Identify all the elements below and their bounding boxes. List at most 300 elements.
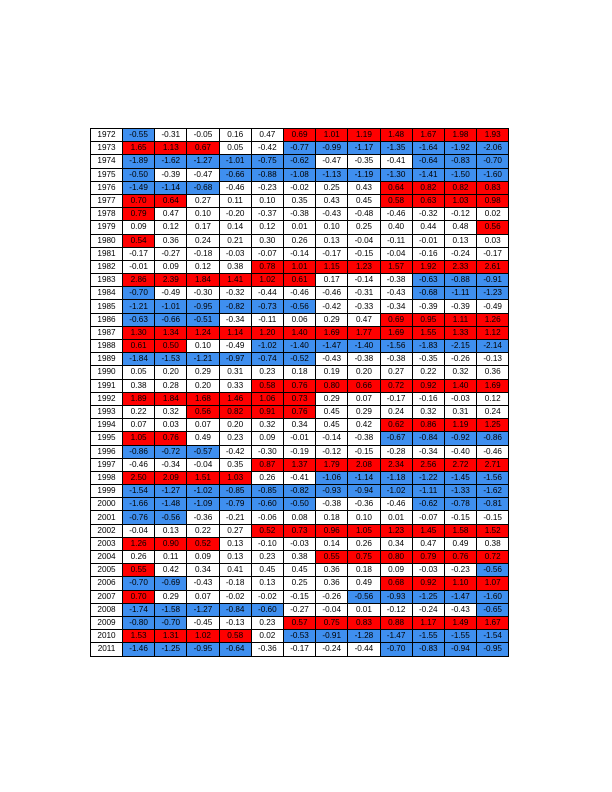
value-cell: 0.09 bbox=[155, 260, 187, 273]
value-cell: -0.30 bbox=[251, 445, 283, 458]
value-cell: 0.02 bbox=[477, 208, 509, 221]
value-cell: 1.93 bbox=[477, 129, 509, 142]
value-cell: -0.65 bbox=[477, 603, 509, 616]
value-cell: 0.11 bbox=[219, 194, 251, 207]
year-cell: 1983 bbox=[91, 274, 123, 287]
table-row bbox=[91, 498, 509, 511]
value-cell: -0.76 bbox=[123, 511, 155, 524]
value-cell: 1.68 bbox=[187, 392, 219, 405]
value-cell: -0.38 bbox=[348, 353, 380, 366]
value-cell: 2.39 bbox=[155, 274, 187, 287]
value-cell: 0.98 bbox=[477, 194, 509, 207]
value-cell: -0.53 bbox=[283, 630, 315, 643]
year-cell: 1990 bbox=[91, 366, 123, 379]
table-row bbox=[91, 142, 509, 155]
year-cell: 1972 bbox=[91, 129, 123, 142]
value-cell: -1.47 bbox=[316, 340, 348, 353]
value-cell: 0.76 bbox=[283, 379, 315, 392]
value-cell: 0.33 bbox=[219, 379, 251, 392]
value-cell: 0.42 bbox=[348, 419, 380, 432]
value-cell: -0.33 bbox=[348, 300, 380, 313]
value-cell: 1.26 bbox=[477, 313, 509, 326]
value-cell: 0.38 bbox=[123, 379, 155, 392]
value-cell: 1.77 bbox=[348, 326, 380, 339]
year-cell: 1984 bbox=[91, 287, 123, 300]
year-cell: 1991 bbox=[91, 379, 123, 392]
value-cell: 1.84 bbox=[155, 392, 187, 405]
value-cell: -1.83 bbox=[412, 340, 444, 353]
value-cell: -0.91 bbox=[316, 630, 348, 643]
value-cell: 1.11 bbox=[444, 313, 476, 326]
value-cell: -0.94 bbox=[348, 485, 380, 498]
value-cell: -0.36 bbox=[251, 643, 283, 656]
value-cell: 1.69 bbox=[316, 326, 348, 339]
value-cell: 0.36 bbox=[477, 366, 509, 379]
value-cell: -0.43 bbox=[316, 353, 348, 366]
value-cell: 1.53 bbox=[123, 630, 155, 643]
value-cell: 0.08 bbox=[283, 511, 315, 524]
value-cell: -1.02 bbox=[187, 485, 219, 498]
value-cell: -0.37 bbox=[251, 208, 283, 221]
value-cell: 0.43 bbox=[316, 194, 348, 207]
table-row bbox=[91, 485, 509, 498]
year-cell: 1975 bbox=[91, 168, 123, 181]
table-row bbox=[91, 340, 509, 353]
year-cell: 1986 bbox=[91, 313, 123, 326]
value-cell: -1.17 bbox=[348, 142, 380, 155]
year-cell: 1980 bbox=[91, 234, 123, 247]
value-cell: 0.34 bbox=[187, 564, 219, 577]
value-cell: 0.26 bbox=[123, 551, 155, 564]
value-cell: -1.47 bbox=[444, 590, 476, 603]
value-cell: 1.23 bbox=[380, 524, 412, 537]
value-cell: -1.11 bbox=[412, 485, 444, 498]
value-cell: 1.45 bbox=[412, 524, 444, 537]
value-cell: 1.33 bbox=[444, 326, 476, 339]
value-cell: -0.66 bbox=[155, 313, 187, 326]
value-cell: 0.05 bbox=[123, 366, 155, 379]
value-cell: 0.82 bbox=[412, 181, 444, 194]
value-cell: 0.24 bbox=[187, 234, 219, 247]
table-row bbox=[91, 313, 509, 326]
value-cell: 0.54 bbox=[123, 234, 155, 247]
value-cell: -1.41 bbox=[412, 168, 444, 181]
value-cell: -0.97 bbox=[219, 353, 251, 366]
value-cell: 0.36 bbox=[316, 577, 348, 590]
value-cell: 0.45 bbox=[316, 405, 348, 418]
value-cell: -0.17 bbox=[283, 643, 315, 656]
year-cell: 1974 bbox=[91, 155, 123, 168]
value-cell: -0.86 bbox=[477, 432, 509, 445]
value-cell: -0.46 bbox=[283, 287, 315, 300]
table-row bbox=[91, 287, 509, 300]
value-cell: -0.50 bbox=[283, 498, 315, 511]
value-cell: -1.46 bbox=[123, 643, 155, 656]
value-cell: 1.48 bbox=[380, 129, 412, 142]
value-cell: 1.14 bbox=[219, 326, 251, 339]
value-cell: -0.74 bbox=[251, 353, 283, 366]
value-cell: -0.12 bbox=[444, 208, 476, 221]
table-row bbox=[91, 458, 509, 471]
table-row bbox=[91, 630, 509, 643]
value-cell: -0.21 bbox=[219, 511, 251, 524]
value-cell: 1.46 bbox=[219, 392, 251, 405]
table-row bbox=[91, 181, 509, 194]
value-cell: 0.09 bbox=[123, 221, 155, 234]
value-cell: 0.58 bbox=[251, 379, 283, 392]
value-cell: 0.72 bbox=[380, 379, 412, 392]
year-cell: 1982 bbox=[91, 260, 123, 273]
value-cell: 0.13 bbox=[444, 234, 476, 247]
table-row bbox=[91, 432, 509, 445]
value-cell: 1.41 bbox=[219, 274, 251, 287]
value-cell: 0.83 bbox=[348, 616, 380, 629]
value-cell: 0.45 bbox=[251, 564, 283, 577]
value-cell: -0.70 bbox=[477, 155, 509, 168]
year-cell: 2010 bbox=[91, 630, 123, 643]
value-cell: -0.38 bbox=[316, 498, 348, 511]
value-cell: -0.16 bbox=[412, 247, 444, 260]
value-cell: 0.91 bbox=[251, 405, 283, 418]
value-cell: -0.70 bbox=[380, 643, 412, 656]
value-cell: -0.01 bbox=[123, 260, 155, 273]
value-cell: -1.01 bbox=[219, 155, 251, 168]
value-cell: -1.58 bbox=[155, 603, 187, 616]
value-cell: 0.24 bbox=[380, 405, 412, 418]
value-cell: 0.18 bbox=[316, 511, 348, 524]
value-cell: 0.38 bbox=[477, 537, 509, 550]
value-cell: 0.24 bbox=[477, 405, 509, 418]
value-cell: 1.49 bbox=[444, 616, 476, 629]
value-cell: -0.45 bbox=[187, 616, 219, 629]
table-row bbox=[91, 155, 509, 168]
index-table bbox=[90, 128, 509, 657]
value-cell: -1.27 bbox=[187, 155, 219, 168]
value-cell: -0.40 bbox=[444, 445, 476, 458]
value-cell: -0.70 bbox=[155, 616, 187, 629]
value-cell: 0.34 bbox=[283, 419, 315, 432]
value-cell: 0.95 bbox=[412, 313, 444, 326]
value-cell: 0.48 bbox=[444, 221, 476, 234]
value-cell: -0.48 bbox=[348, 208, 380, 221]
value-cell: -1.66 bbox=[123, 498, 155, 511]
value-cell: 2.09 bbox=[155, 471, 187, 484]
value-cell: -1.47 bbox=[380, 630, 412, 643]
value-cell: 0.76 bbox=[155, 432, 187, 445]
value-cell: -0.43 bbox=[444, 603, 476, 616]
value-cell: 0.06 bbox=[283, 313, 315, 326]
value-cell: -0.03 bbox=[219, 247, 251, 260]
year-cell: 1976 bbox=[91, 181, 123, 194]
value-cell: 1.24 bbox=[187, 326, 219, 339]
table-row bbox=[91, 564, 509, 577]
value-cell: 0.16 bbox=[219, 129, 251, 142]
value-cell: -1.55 bbox=[444, 630, 476, 643]
year-cell: 1993 bbox=[91, 405, 123, 418]
value-cell: 0.20 bbox=[187, 379, 219, 392]
value-cell: 0.25 bbox=[316, 181, 348, 194]
value-cell: -1.55 bbox=[412, 630, 444, 643]
value-cell: 1.98 bbox=[444, 129, 476, 142]
year-cell: 1987 bbox=[91, 326, 123, 339]
year-cell: 1973 bbox=[91, 142, 123, 155]
value-cell: 1.69 bbox=[477, 379, 509, 392]
value-cell: -1.06 bbox=[316, 471, 348, 484]
value-cell: -0.66 bbox=[219, 168, 251, 181]
value-cell: -0.56 bbox=[348, 590, 380, 603]
value-cell: -1.13 bbox=[316, 168, 348, 181]
value-cell: 0.13 bbox=[219, 537, 251, 550]
value-cell: -0.31 bbox=[348, 287, 380, 300]
value-cell: -0.56 bbox=[283, 300, 315, 313]
value-cell: 0.35 bbox=[219, 458, 251, 471]
value-cell: -0.46 bbox=[477, 445, 509, 458]
table-row bbox=[91, 168, 509, 181]
table-row bbox=[91, 392, 509, 405]
year-cell: 1992 bbox=[91, 392, 123, 405]
table-row bbox=[91, 537, 509, 550]
table-row bbox=[91, 208, 509, 221]
value-cell: 0.78 bbox=[251, 260, 283, 273]
value-cell: -0.82 bbox=[283, 485, 315, 498]
value-cell: -0.14 bbox=[283, 247, 315, 260]
value-cell: -1.54 bbox=[123, 485, 155, 498]
value-cell: 0.75 bbox=[348, 551, 380, 564]
value-cell: -0.31 bbox=[155, 129, 187, 142]
value-cell: 0.47 bbox=[348, 313, 380, 326]
value-cell: 0.21 bbox=[219, 234, 251, 247]
value-cell: -0.04 bbox=[380, 247, 412, 260]
value-cell: -0.77 bbox=[283, 142, 315, 155]
value-cell: -0.99 bbox=[316, 142, 348, 155]
value-cell: 0.26 bbox=[348, 537, 380, 550]
year-cell: 2000 bbox=[91, 498, 123, 511]
value-cell: -0.04 bbox=[187, 458, 219, 471]
value-cell: 0.35 bbox=[283, 194, 315, 207]
value-cell: 0.70 bbox=[123, 590, 155, 603]
value-cell: -0.38 bbox=[283, 208, 315, 221]
value-cell: 0.01 bbox=[283, 221, 315, 234]
value-cell: -0.47 bbox=[187, 168, 219, 181]
value-cell: 0.83 bbox=[477, 181, 509, 194]
value-cell: 1.37 bbox=[283, 458, 315, 471]
value-cell: -1.40 bbox=[283, 340, 315, 353]
value-cell: 1.06 bbox=[251, 392, 283, 405]
value-cell: -1.62 bbox=[155, 155, 187, 168]
value-cell: -0.42 bbox=[316, 300, 348, 313]
value-cell: -0.26 bbox=[444, 353, 476, 366]
year-cell: 1999 bbox=[91, 485, 123, 498]
value-cell: 1.34 bbox=[155, 326, 187, 339]
table-row bbox=[91, 577, 509, 590]
value-cell: 0.17 bbox=[316, 274, 348, 287]
value-cell: -0.49 bbox=[219, 340, 251, 353]
value-cell: -0.27 bbox=[283, 603, 315, 616]
table-row bbox=[91, 326, 509, 339]
value-cell: 1.13 bbox=[155, 142, 187, 155]
value-cell: -0.93 bbox=[316, 485, 348, 498]
value-cell: 0.03 bbox=[155, 419, 187, 432]
value-cell: 0.32 bbox=[412, 405, 444, 418]
value-cell: -1.62 bbox=[477, 485, 509, 498]
value-cell: 1.40 bbox=[444, 379, 476, 392]
value-cell: -0.11 bbox=[380, 234, 412, 247]
value-cell: 0.20 bbox=[348, 366, 380, 379]
value-cell: -0.05 bbox=[187, 129, 219, 142]
value-cell: -0.60 bbox=[251, 603, 283, 616]
value-cell: 1.12 bbox=[477, 326, 509, 339]
value-cell: 1.20 bbox=[251, 326, 283, 339]
value-cell: -1.64 bbox=[412, 142, 444, 155]
table-row bbox=[91, 643, 509, 656]
table-row bbox=[91, 274, 509, 287]
value-cell: -0.30 bbox=[187, 287, 219, 300]
value-cell: -0.56 bbox=[155, 511, 187, 524]
value-cell: -0.28 bbox=[380, 445, 412, 458]
value-cell: 0.34 bbox=[380, 537, 412, 550]
table-row bbox=[91, 616, 509, 629]
value-cell: 0.03 bbox=[477, 234, 509, 247]
value-cell: -0.38 bbox=[348, 432, 380, 445]
value-cell: 0.61 bbox=[283, 274, 315, 287]
value-cell: 0.31 bbox=[219, 366, 251, 379]
value-cell: 0.01 bbox=[380, 511, 412, 524]
table-row bbox=[91, 221, 509, 234]
year-cell: 1994 bbox=[91, 419, 123, 432]
year-cell: 1989 bbox=[91, 353, 123, 366]
value-cell: 0.23 bbox=[219, 432, 251, 445]
value-cell: 0.05 bbox=[219, 142, 251, 155]
table-row bbox=[91, 524, 509, 537]
value-cell: 1.03 bbox=[219, 471, 251, 484]
value-cell: 1.23 bbox=[348, 260, 380, 273]
value-cell: 0.19 bbox=[316, 366, 348, 379]
value-cell: -1.54 bbox=[477, 630, 509, 643]
value-cell: -0.34 bbox=[219, 313, 251, 326]
value-cell: 0.52 bbox=[187, 537, 219, 550]
value-cell: -0.17 bbox=[316, 247, 348, 260]
value-cell: 1.25 bbox=[477, 419, 509, 432]
value-cell: 0.09 bbox=[251, 432, 283, 445]
value-cell: -1.27 bbox=[187, 603, 219, 616]
table-row bbox=[91, 366, 509, 379]
value-cell: 0.27 bbox=[187, 194, 219, 207]
value-cell: 1.40 bbox=[283, 326, 315, 339]
value-cell: 0.72 bbox=[477, 551, 509, 564]
value-cell: -0.03 bbox=[444, 392, 476, 405]
value-cell: 1.26 bbox=[123, 537, 155, 550]
value-cell: 0.26 bbox=[283, 234, 315, 247]
value-cell: 0.82 bbox=[444, 181, 476, 194]
value-cell: -0.70 bbox=[123, 577, 155, 590]
value-cell: 0.55 bbox=[123, 564, 155, 577]
value-cell: 0.22 bbox=[187, 524, 219, 537]
value-cell: -0.17 bbox=[380, 392, 412, 405]
value-cell: -0.02 bbox=[283, 181, 315, 194]
value-cell: 0.66 bbox=[348, 379, 380, 392]
value-cell: 0.42 bbox=[155, 564, 187, 577]
value-cell: 0.07 bbox=[348, 392, 380, 405]
value-cell: -1.48 bbox=[155, 498, 187, 511]
value-cell: 0.10 bbox=[187, 340, 219, 353]
value-cell: -0.17 bbox=[477, 247, 509, 260]
value-cell: 0.45 bbox=[283, 564, 315, 577]
value-cell: 0.23 bbox=[251, 551, 283, 564]
value-cell: 2.08 bbox=[348, 458, 380, 471]
value-cell: -0.42 bbox=[219, 445, 251, 458]
year-cell: 1995 bbox=[91, 432, 123, 445]
value-cell: 1.17 bbox=[412, 616, 444, 629]
value-cell: 1.69 bbox=[380, 326, 412, 339]
value-cell: -0.95 bbox=[187, 300, 219, 313]
table-row bbox=[91, 260, 509, 273]
value-cell: -0.35 bbox=[348, 155, 380, 168]
value-cell: -0.01 bbox=[283, 432, 315, 445]
value-cell: -0.42 bbox=[251, 142, 283, 155]
value-cell: -0.88 bbox=[444, 274, 476, 287]
value-cell: -0.63 bbox=[123, 313, 155, 326]
table-row bbox=[91, 511, 509, 524]
value-cell: 0.57 bbox=[283, 616, 315, 629]
value-cell: 0.23 bbox=[251, 616, 283, 629]
value-cell: 0.67 bbox=[187, 142, 219, 155]
value-cell: -0.15 bbox=[283, 590, 315, 603]
value-cell: -0.11 bbox=[251, 313, 283, 326]
value-cell: -0.13 bbox=[219, 616, 251, 629]
value-cell: -1.45 bbox=[444, 471, 476, 484]
value-cell: -0.80 bbox=[123, 616, 155, 629]
value-cell: 0.75 bbox=[316, 616, 348, 629]
value-cell: -0.04 bbox=[348, 234, 380, 247]
value-cell: -2.06 bbox=[477, 142, 509, 155]
value-cell: 0.70 bbox=[123, 194, 155, 207]
value-cell: -0.36 bbox=[348, 498, 380, 511]
index-table-body bbox=[91, 129, 509, 657]
value-cell: 0.88 bbox=[380, 616, 412, 629]
value-cell: -0.49 bbox=[477, 300, 509, 313]
value-cell: 0.45 bbox=[348, 194, 380, 207]
value-cell: -0.70 bbox=[123, 287, 155, 300]
value-cell: 0.76 bbox=[283, 405, 315, 418]
table-row bbox=[91, 129, 509, 142]
year-cell: 2008 bbox=[91, 603, 123, 616]
value-cell: 0.64 bbox=[155, 194, 187, 207]
table-row bbox=[91, 234, 509, 247]
year-cell: 2011 bbox=[91, 643, 123, 656]
value-cell: 0.14 bbox=[219, 221, 251, 234]
value-cell: 0.09 bbox=[187, 551, 219, 564]
value-cell: -0.34 bbox=[155, 458, 187, 471]
value-cell: 0.41 bbox=[219, 564, 251, 577]
value-cell: -0.85 bbox=[219, 485, 251, 498]
value-cell: 1.89 bbox=[123, 392, 155, 405]
value-cell: 0.55 bbox=[316, 551, 348, 564]
value-cell: 2.61 bbox=[477, 260, 509, 273]
year-cell: 1996 bbox=[91, 445, 123, 458]
value-cell: -1.09 bbox=[187, 498, 219, 511]
table-row bbox=[91, 590, 509, 603]
value-cell: -0.07 bbox=[251, 247, 283, 260]
value-cell: -0.46 bbox=[380, 208, 412, 221]
value-cell: -0.41 bbox=[283, 471, 315, 484]
value-cell: 0.49 bbox=[187, 432, 219, 445]
value-cell: -1.40 bbox=[348, 340, 380, 353]
value-cell: 1.67 bbox=[477, 616, 509, 629]
value-cell: 0.69 bbox=[283, 129, 315, 142]
value-cell: 0.02 bbox=[251, 630, 283, 643]
table-row bbox=[91, 405, 509, 418]
value-cell: 0.90 bbox=[155, 537, 187, 550]
